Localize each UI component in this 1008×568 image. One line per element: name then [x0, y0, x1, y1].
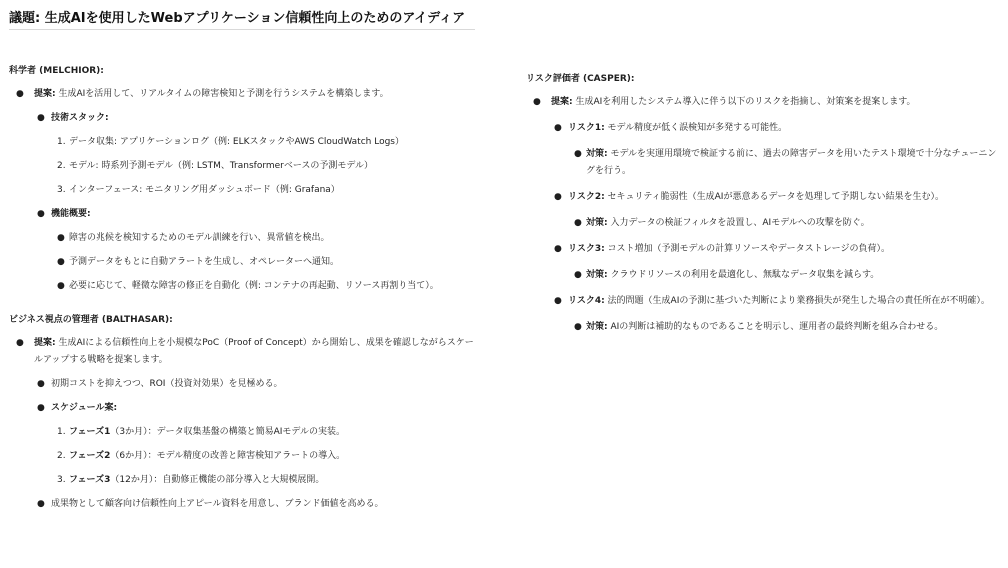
bullet-icon: ●: [16, 89, 24, 99]
proposal-label: 提案:: [34, 338, 56, 348]
bullet-icon: ●: [16, 338, 24, 348]
bullet-icon: ●: [37, 403, 45, 413]
list-number: 2.: [57, 161, 66, 171]
risk-item: ● リスク4: 法的問題（生成AIの予測に基づいた判断により業務損失が発生した場合の責任所在が不明確）。: [526, 293, 998, 310]
tech-stack-entry: 1. データ収集: アプリケーションログ（例: ELKスタックやAWS CloudWatch Logs）: [9, 134, 479, 151]
proposal-label: 提案:: [551, 97, 573, 107]
bullet-icon: ●: [574, 218, 582, 228]
proposal-label: 提案:: [34, 89, 56, 99]
page-title: 議題: 生成AIを使用したWebアプリケーション信頼性向上のためのアイディア: [9, 11, 466, 26]
measure-item: ● 対策: 入力データの検証フィルタを設置し、AIモデルへの攻撃を防ぐ。: [526, 215, 998, 232]
casper-proposal: [526, 94, 998, 111]
proposal-text: 生成AIを利用したシステム導入に伴う以下のリスクを指摘し、対策案を提案します。: [572, 97, 916, 107]
schedule-label: スケジュール案:: [51, 403, 118, 413]
bullet-icon: ●: [554, 192, 562, 202]
bullet-icon: ●: [37, 113, 45, 123]
measure-item: ● 対策: クラウドリソースの利用を最適化し、無駄なデータ収集を減らす。: [526, 267, 998, 284]
features-item: [9, 206, 479, 223]
bullet-icon: ●: [37, 209, 45, 219]
phase-entry: 1. フェーズ1（3か月）：データ収集基盤の構築と簡易AIモデルの実装。: [9, 424, 479, 441]
list-number: 3.: [57, 185, 66, 195]
right-column: [526, 72, 998, 350]
list-number: 2.: [57, 451, 66, 461]
balthasar-section: [9, 313, 479, 513]
proposal-text: 生成AIを活用して、リアルタイムの障害検知と予測を行うシステムを構築します。: [55, 89, 389, 99]
schedule-item: [9, 400, 479, 417]
feature-entry: ● 障害の兆候を検知するためのモデル訓練を行い、異常値を検出。: [9, 230, 479, 247]
balthasar-proposal: [9, 335, 479, 369]
risk-item: ● リスク2: セキュリティ脆弱性（生成AIが悪意あるデータを処理して予期しない結果を生む）。: [526, 189, 998, 206]
melchior-section: [9, 64, 479, 295]
bullet-icon: ●: [37, 379, 45, 389]
proposal-text: 生成AIによる信頼性向上を小規模なPoC（Proof of Concept）から開始し、成果を確認しながらスケールアップする戦略を提案します。: [34, 338, 474, 365]
list-number: 1.: [57, 427, 66, 437]
measure-item: ● 対策: AIの判断は補助的なものであることを明示し、運用者の最終判断を組み合わせる。: [526, 319, 998, 336]
bullet-icon: ●: [554, 123, 562, 133]
balthasar-heading: ビジネス視点の管理者 (BALTHASAR):: [9, 315, 173, 325]
measure-item: ● 対策: モデルを実運用環境で検証する前に、過去の障害データを用いたテスト環境で十分なチューニングを行う。: [526, 146, 998, 180]
tech-stack-entry: 2. モデル: 時系列予測モデル（例: LSTM、Transformerベースの予測モデル）: [9, 158, 479, 175]
feature-entry: ● 予測データをもとに自動アラートを生成し、オペレーターへ通知。: [9, 254, 479, 271]
bullet-icon: ●: [574, 322, 582, 332]
bullet-icon: ●: [57, 233, 65, 243]
risk-item: ● リスク1: モデル精度が低く誤検知が多発する可能性。: [526, 120, 998, 137]
casper-section: [526, 72, 998, 336]
tech-stack-item: [9, 110, 479, 127]
deliverable-note: ● 成果物として顧客向け信頼性向上アピール資料を用意し、ブランド価値を高める。: [9, 496, 479, 513]
left-column: [9, 64, 479, 527]
tech-stack-label: 技術スタック:: [51, 113, 109, 123]
bullet-icon: ●: [533, 97, 541, 107]
features-label: 機能概要:: [51, 209, 91, 219]
tech-stack-entry: 3. インターフェース: モニタリング用ダッシュボード（例: Grafana）: [9, 182, 479, 199]
phase-entry: 3. フェーズ3（12か月）：自動修正機能の部分導入と大規模展開。: [9, 472, 479, 489]
bullet-icon: ●: [57, 257, 65, 267]
cost-note: ● 初期コストを抑えつつ、ROI（投資対効果）を見極める。: [9, 376, 479, 393]
bullet-icon: ●: [37, 499, 45, 509]
bullet-icon: ●: [574, 149, 582, 159]
risk-item: ● リスク3: コスト増加（予測モデルの計算リソースやデータストレージの負荷）。: [526, 241, 998, 258]
bullet-icon: ●: [574, 270, 582, 280]
feature-entry: ● 必要に応じて、軽微な障害の修正を自動化（例: コンテナの再起動、リソース再割り当て）。: [9, 278, 479, 295]
list-number: 1.: [57, 137, 66, 147]
phase-entry: 2. フェーズ2（6か月）：モデル精度の改善と障害検知アラートの導入。: [9, 448, 479, 465]
casper-heading: リスク評価者 (CASPER):: [526, 74, 635, 84]
title-divider: [9, 29, 475, 30]
list-number: 3.: [57, 475, 66, 485]
bullet-icon: ●: [57, 281, 65, 291]
melchior-proposal: [9, 86, 479, 103]
bullet-icon: ●: [554, 296, 562, 306]
melchior-heading: 科学者 (MELCHIOR):: [9, 66, 104, 76]
bullet-icon: ●: [554, 244, 562, 254]
